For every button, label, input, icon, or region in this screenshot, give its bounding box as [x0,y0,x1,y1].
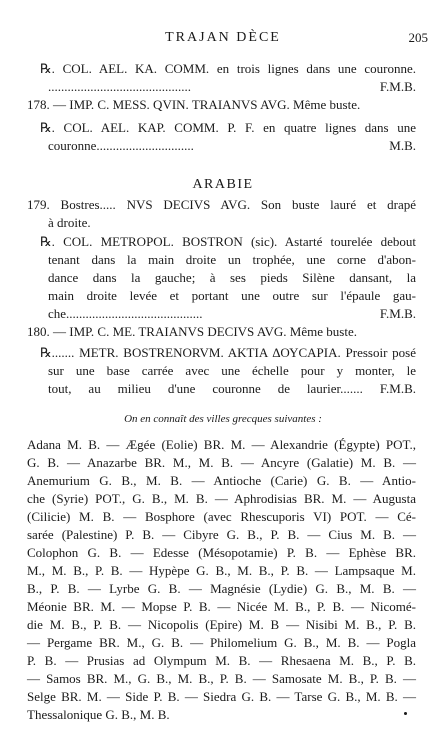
city-line: (Cilicie) M. B. — Bosphore (avec Rhescuporis VI) POT. — Cé- [27,509,416,524]
page-number: 205 [408,30,428,45]
city-line: Colophon G. B. — Edesse (Mésopotamie) P. B. — Ephèse BR. [27,545,416,560]
city-line: M., M. B., P. B. — Hypèpe G. B., M. B., P. B. — Lampsaque M. [27,563,416,578]
entry-line: sur une base carrée avec une échelle pour y monter, le [48,363,416,378]
city-line: — Pergame BR. M., G. B. — Philomelium G. B., M. B. — Pogla [27,635,416,650]
note-line: On en connaît des villes grecques suivantes : [124,413,322,425]
city-line: che (Syrie) POT., G. B., M. B. — Aphrodisias BR. M. — Augusta [27,491,416,506]
entry-line: ℞....... METR. BOSTRENORVM. AKTIA ΔΟΥCAPIA. Pressoir posé [40,345,416,360]
city-line: die M. B., P. B. — Nicopolis (Epire) M. B — Nisibi M. B., P. B. [27,617,416,632]
entry-line: ℞. COL. METROPOL. BOSTRON (sic). Astarté tourelée debout [40,234,416,249]
entry-line: 178. — IMP. C. MESS. QVIN. TRAIANVS AVG. Même buste. [27,97,361,112]
entry-line: main droite levée et portant une outre sur l'épaule gau- [48,288,416,303]
entry-line: tout, au milieu d'une couronne de laurier....... F.M.B. [48,381,416,396]
entry-line: couronne.............................. M.B. [48,138,416,153]
city-line: Thessalonique G. B., M. B. [27,707,170,722]
city-line: G. B. — Anazarbe BR. M., M. B. — Ancyre (Galatie) M. B. — [27,455,416,470]
ink-dot [404,712,407,715]
entry-line: ℞. COL. AEL. KA. COMM. en trois lignes dans une couronne. [40,61,416,76]
section-title: ARABIE [192,177,254,192]
entry-line: che.......................................... F.M.B. [48,306,416,321]
entry-line: dance dans la gauche; à ses pieds Silène dansant, la [48,270,416,285]
city-line: Adana M. B. — Ægée (Eolie) BR. M. — Alexandrie (Égypte) POT., [27,437,416,452]
entry-line: 179. Bostres..... NVS DECIVS AVG. Son buste lauré et drapé [27,197,416,212]
city-line: sarée (Palestine) P. B. — Cibyre G. B., P. B. — Cius M. B. — [27,527,416,542]
city-line: Selge BR. M. — Side P. B. — Siedra G. B. — Tarse G. B., M. B. — [27,689,416,704]
entry-line: 180. — IMP. C. ME. TRAIANVS DECIVS AVG. Même buste. [27,324,357,339]
entry-line: ℞. COL. AEL. KAP. COMM. P. F. en quatre lignes dans une [40,120,416,135]
city-line: B., P. B. — Lyrbe G. B. — Magnésie (Lydie) G. B., M. B. — [27,581,416,596]
running-header-title: TRAJAN DÈCE [165,30,281,45]
entry-line: tenant dans la main droite un trophée, une corne d'abon- [48,252,416,267]
city-line: P. B. — Prusias ad Olympum M. B. — Rhesaena M. B., P. B. [27,653,416,668]
entry-line: ............................................ F.M.B. [48,79,416,94]
city-line: Anemurium G. B., M. B. — Antioche (Carie) G. B. — Antio- [27,473,416,488]
entry-line: à droite. [48,215,91,230]
city-line: Méonie BR. M. — Mopse P. B. — Nicée M. B., P. B. — Nicomé- [27,599,416,614]
city-line: — Samos BR. M., G. B., M. B., P. B. — Samosate M. B., P. B. — [27,671,416,686]
